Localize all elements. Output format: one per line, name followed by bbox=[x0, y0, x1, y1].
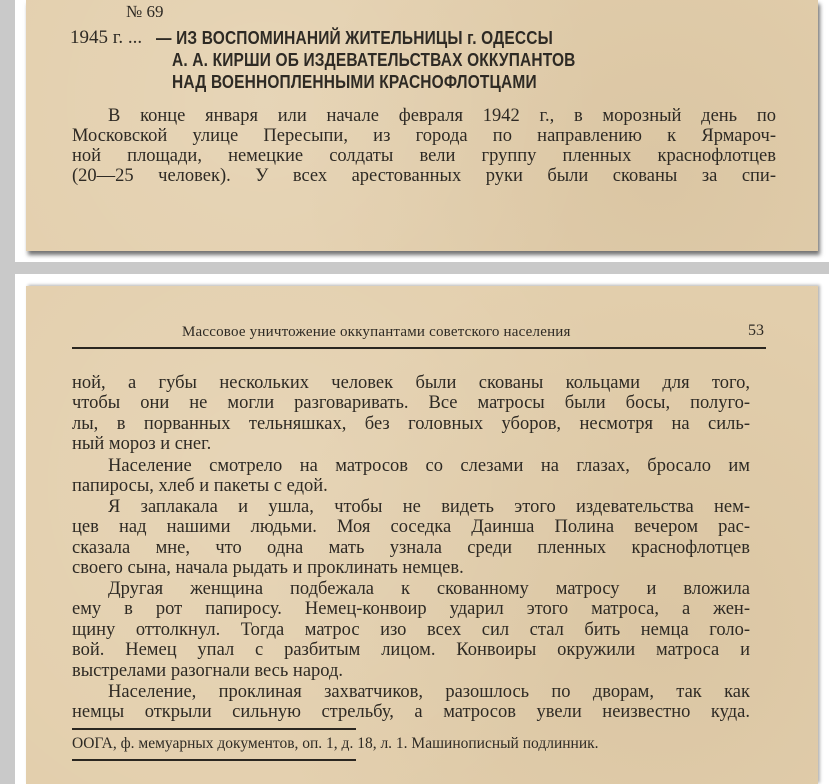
running-head: Массовое уничтожение оккупантами советского населения bbox=[182, 324, 571, 340]
body-line: щину оттолкнул. Тогда матрос изо всех сил стал бить немца голо- bbox=[72, 620, 750, 640]
body-line: Население смотрело на матросов со слезами на глазах, бросало им bbox=[108, 456, 750, 476]
title-line: НАД ВОЕННОПЛЕННЫМИ КРАСНОФЛОТЦАМИ bbox=[172, 72, 537, 92]
body-line: ный мороз и снег. bbox=[72, 434, 212, 454]
body-line: Население, проклиная захватчиков, разошлось по дворам, так как bbox=[108, 682, 750, 702]
header-rule bbox=[72, 347, 766, 349]
title-line: А. А. КИРШИ ОБ ИЗДЕВАТЕЛЬСТВАХ ОККУПАНТОВ bbox=[172, 50, 576, 70]
body-line: немцы открыли сильную стрельбу, а матросов увели неизвестно куда. bbox=[72, 702, 750, 722]
body-line: ной, а губы нескольких человек были скованы кольцами для того, bbox=[72, 373, 750, 393]
body-line: ему в рот папиросу. Немец-конвоир ударил этого матроса, а жен- bbox=[72, 599, 750, 619]
page-scan-top bbox=[26, 0, 818, 251]
body-line: папиросы, хлеб и пакеты с едой. bbox=[72, 476, 328, 496]
page-number: 53 bbox=[748, 322, 764, 339]
body-line: ной площади, немецкие солдаты вели группу пленных краснофлотцев bbox=[72, 146, 776, 166]
body-line: цев над нашими людьми. Моя соседка Даинша Полина вечером рас- bbox=[72, 517, 750, 537]
body-line: (20—25 человек). У всех арестованных руки были скованы за спи- bbox=[72, 166, 776, 186]
body-line: лы, в порванных тельняшках, без головных уборов, несмотря на силь- bbox=[72, 414, 750, 434]
body-line: чтобы они не могли разговаривать. Все матросы были босы, полуго- bbox=[72, 393, 750, 413]
body-line: Я заплакала и ушла, чтобы не видеть этого издевательства нем- bbox=[108, 497, 750, 517]
title-line-1 bbox=[70, 27, 142, 49]
footnote-rule bbox=[72, 728, 356, 730]
body-line: Московской улице Пересыпи, из города по направлению к Ярмароч- bbox=[72, 126, 776, 146]
footnote: ООГА, ф. мемуарных документов, оп. 1, д. 18, л. 1. Машинописный подлинник. bbox=[72, 735, 599, 752]
body-line: выстрелами разогнали весь народ. bbox=[72, 661, 344, 681]
footnote-end-rule bbox=[72, 759, 356, 761]
title-line: — ИЗ ВОСПОМИНАНИЙ ЖИТЕЛЬНИЦЫ г. ОДЕССЫ bbox=[156, 28, 553, 48]
body-line: вой. Немец упал с разбитым лицом. Конвоиры окружили матроса и bbox=[72, 640, 750, 660]
body-line: В конце января или начале февраля 1942 г., в морозный день по bbox=[108, 106, 776, 126]
document-date: 1945 г. ... bbox=[70, 27, 143, 48]
body-line: Другая женщина подбежала к скованному матросу и вложила bbox=[108, 579, 750, 599]
document-number: № 69 bbox=[126, 2, 164, 21]
body-line: сказала мне, что одна мать узнала среди пленных краснофлотцев bbox=[72, 538, 750, 558]
body-line: своего сына, начала рыдать и проклинать немцев. bbox=[72, 558, 464, 578]
